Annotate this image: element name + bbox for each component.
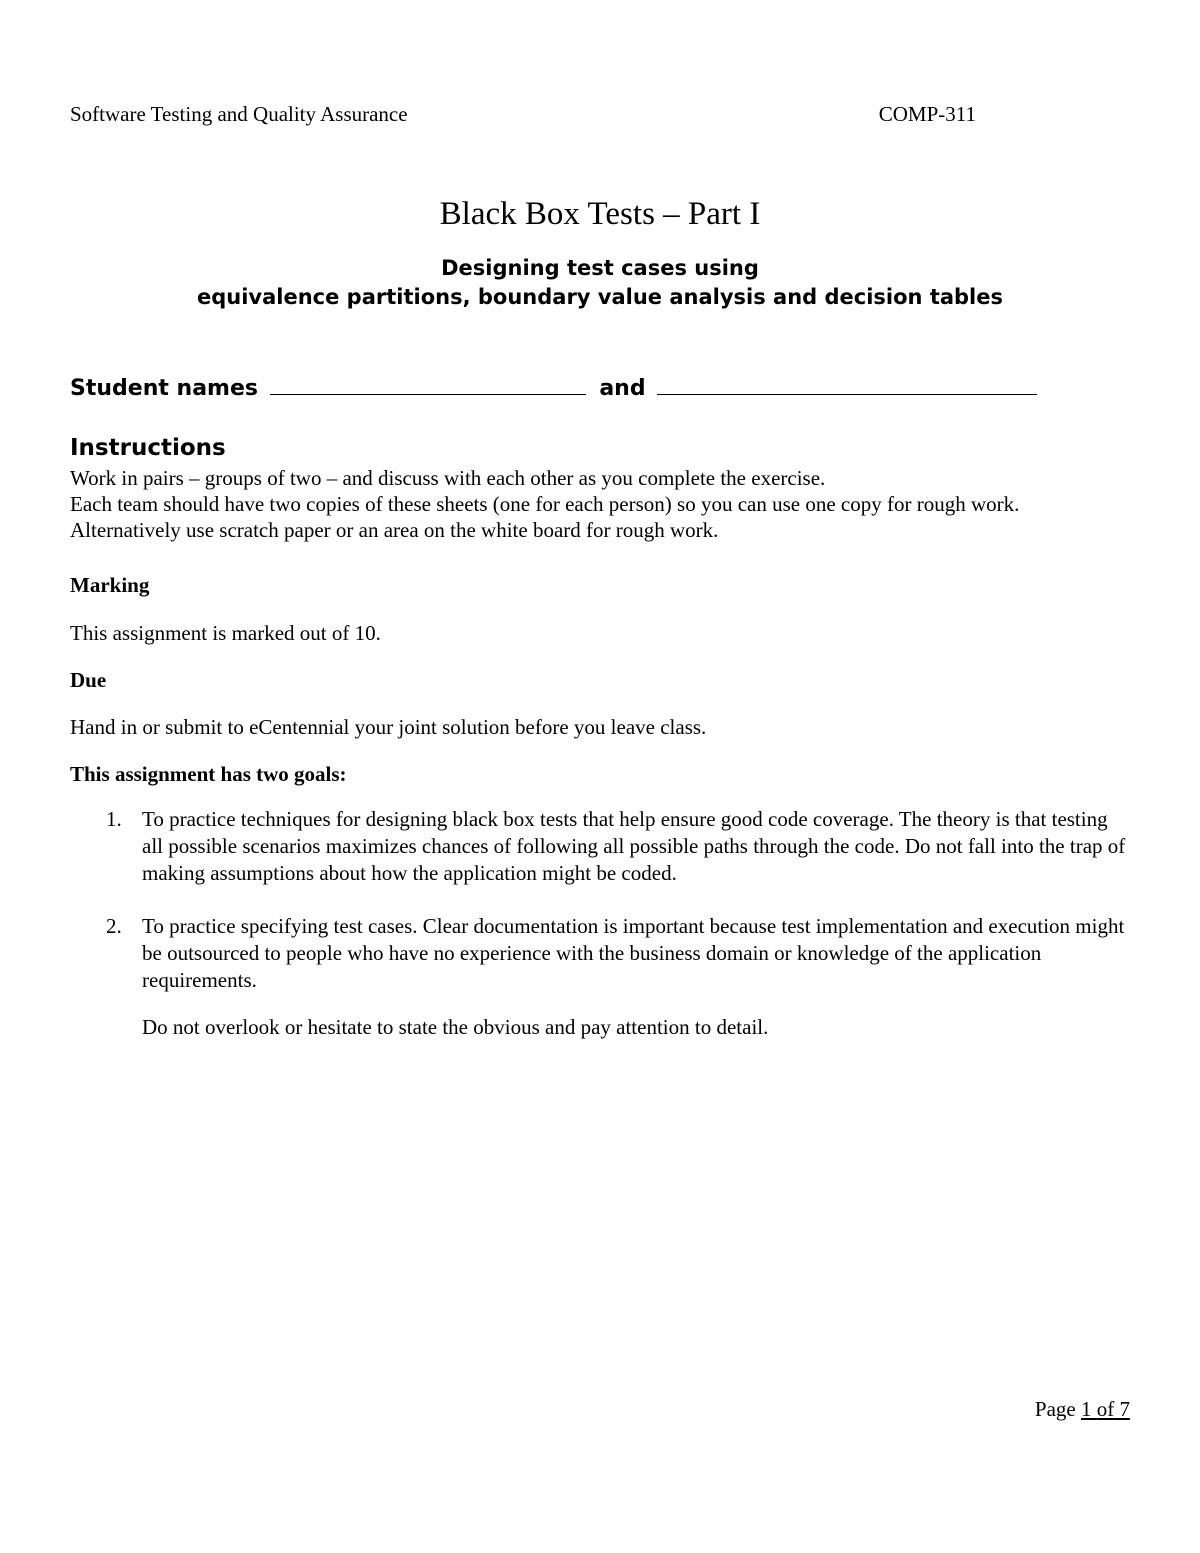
student-names-label: Student names (70, 376, 258, 401)
page-current: 1 (1081, 1397, 1092, 1421)
list-item-note-text: Do not overlook or hesitate to state the obvious and pay attention to detail. (142, 1015, 769, 1039)
page-total: 7 (1119, 1397, 1130, 1421)
student-names-joiner: and (599, 376, 646, 401)
list-item (70, 913, 1130, 994)
page-of: of (1096, 1397, 1115, 1421)
subtitle-line-2: equivalence partitions, boundary value analysis and decision tables (197, 285, 1003, 309)
goals-list (70, 806, 1130, 887)
page-word: Page (1034, 1397, 1076, 1421)
student-name-blank-1[interactable] (270, 374, 586, 395)
list-item-text: To practice techniques for designing black box tests that help ensure good code coverage. The theory is that testing all possible scenarios maximizes chances of following all possible paths through the code. Do not fall into the trap of making assumptions about how the application might be coded. (142, 807, 1126, 885)
due-heading: Due (70, 668, 107, 692)
instructions-line-2: Each team should have two copies of these sheets (one for each person) so you can use one copy for rough work. Alternatively use scratch paper or an area on the white board for rough work. (70, 492, 1020, 542)
due-text: Hand in or submit to eCentennial your joint solution before you leave class. (70, 715, 707, 739)
course-code: COMP-311 (878, 102, 976, 126)
list-item-text: To practice specifying test cases. Clear documentation is important because test implementation and execution might be outsourced to people who have no experience with the business domain or knowledge of the application requirements. (142, 914, 1125, 992)
marking-text: This assignment is marked out of 10. (70, 621, 381, 645)
list-item (70, 806, 1130, 887)
course-name: Software Testing and Quality Assurance (70, 102, 408, 126)
student-names-row (70, 374, 1037, 403)
student-name-blank-2[interactable] (657, 374, 1037, 395)
subtitle-line-1: Designing test cases using (441, 256, 759, 280)
marking-heading: Marking (70, 573, 150, 597)
list-item-number: 1. (106, 807, 122, 831)
instructions-body (70, 465, 1130, 543)
page-footer (1035, 1396, 1130, 1422)
instructions-line-1: Work in pairs – groups of two – and discuss with each other as you complete the exercise. (70, 466, 826, 490)
goals-heading: This assignment has two goals: (70, 762, 347, 786)
page-number-link[interactable] (1081, 1397, 1130, 1421)
document-title: Black Box Tests – Part I (439, 196, 761, 232)
document-subtitle (0, 254, 1200, 312)
instructions-heading: Instructions (70, 435, 226, 461)
list-item-number: 2. (106, 914, 122, 938)
list-item-note (70, 1014, 1130, 1041)
goals-list-2 (70, 913, 1130, 1041)
